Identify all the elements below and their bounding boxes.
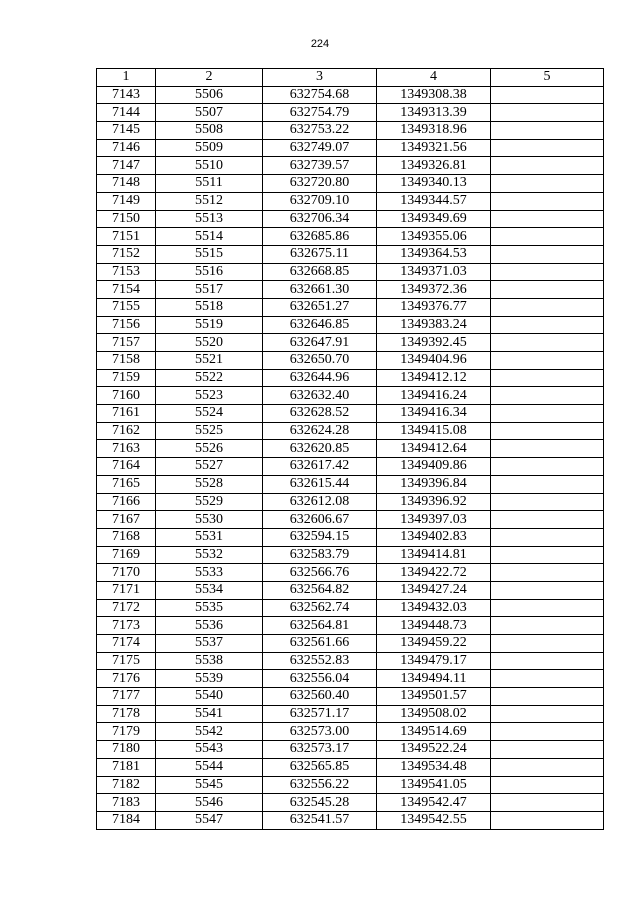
column-header: 1 <box>97 69 156 87</box>
table-cell: 7170 <box>97 564 156 582</box>
table-cell: 7164 <box>97 458 156 476</box>
table-row <box>97 599 604 617</box>
table-cell: 7160 <box>97 387 156 405</box>
table-cell <box>491 652 604 670</box>
table-cell: 5540 <box>156 688 263 706</box>
table-cell: 1349392.45 <box>377 334 491 352</box>
table-cell: 1349542.55 <box>377 811 491 829</box>
table-cell <box>491 475 604 493</box>
table-cell: 7154 <box>97 281 156 299</box>
table-cell: 7146 <box>97 139 156 157</box>
table-cell: 7182 <box>97 776 156 794</box>
table-cell: 1349402.83 <box>377 528 491 546</box>
table-cell: 632647.91 <box>263 334 377 352</box>
table-cell: 5544 <box>156 758 263 776</box>
table-cell: 632646.85 <box>263 316 377 334</box>
table-cell: 632651.27 <box>263 298 377 316</box>
table-cell: 7168 <box>97 528 156 546</box>
table-row <box>97 175 604 193</box>
table-cell <box>491 334 604 352</box>
table-cell: 7184 <box>97 811 156 829</box>
table-cell <box>491 546 604 564</box>
table-cell: 5518 <box>156 298 263 316</box>
table-cell: 1349344.57 <box>377 192 491 210</box>
table-cell: 7156 <box>97 316 156 334</box>
table-cell: 1349404.96 <box>377 352 491 370</box>
table-cell: 1349541.05 <box>377 776 491 794</box>
table-cell: 632739.57 <box>263 157 377 175</box>
table-cell: 5533 <box>156 564 263 582</box>
table-cell: 1349514.69 <box>377 723 491 741</box>
table-cell: 7157 <box>97 334 156 352</box>
table-row <box>97 86 604 104</box>
table-cell: 7158 <box>97 352 156 370</box>
table-cell: 1349412.64 <box>377 440 491 458</box>
table-cell: 1349416.24 <box>377 387 491 405</box>
table-row <box>97 352 604 370</box>
table-cell: 7159 <box>97 369 156 387</box>
table-cell: 7177 <box>97 688 156 706</box>
table-row <box>97 298 604 316</box>
table-cell: 7153 <box>97 263 156 281</box>
table-cell: 632612.08 <box>263 493 377 511</box>
table-cell: 5523 <box>156 387 263 405</box>
table-cell: 7169 <box>97 546 156 564</box>
table-row <box>97 192 604 210</box>
column-header: 5 <box>491 69 604 87</box>
table-cell: 632571.17 <box>263 705 377 723</box>
table-cell: 1349422.72 <box>377 564 491 582</box>
table-cell: 7183 <box>97 794 156 812</box>
table-cell: 1349383.24 <box>377 316 491 334</box>
table-cell: 632573.17 <box>263 741 377 759</box>
table-cell: 632675.11 <box>263 245 377 263</box>
table-row <box>97 263 604 281</box>
table-cell <box>491 245 604 263</box>
table-cell <box>491 758 604 776</box>
table-cell: 7181 <box>97 758 156 776</box>
table-cell: 5511 <box>156 175 263 193</box>
table-row <box>97 581 604 599</box>
table-cell: 1349308.38 <box>377 86 491 104</box>
table-cell <box>491 811 604 829</box>
table-row <box>97 758 604 776</box>
table-cell: 7172 <box>97 599 156 617</box>
table-cell <box>491 86 604 104</box>
table-cell <box>491 192 604 210</box>
table-cell: 632556.04 <box>263 670 377 688</box>
table-cell <box>491 281 604 299</box>
table-cell: 632644.96 <box>263 369 377 387</box>
table-cell: 7176 <box>97 670 156 688</box>
table-cell: 5535 <box>156 599 263 617</box>
table-cell: 1349479.17 <box>377 652 491 670</box>
table-cell: 5508 <box>156 122 263 140</box>
table-cell <box>491 723 604 741</box>
table-cell: 1349427.24 <box>377 581 491 599</box>
table-row <box>97 705 604 723</box>
table-cell <box>491 528 604 546</box>
table-row <box>97 794 604 812</box>
table-cell: 7179 <box>97 723 156 741</box>
column-header: 4 <box>377 69 491 87</box>
table-row <box>97 316 604 334</box>
table-cell <box>491 122 604 140</box>
table-cell: 7178 <box>97 705 156 723</box>
table-cell: 1349508.02 <box>377 705 491 723</box>
table-cell: 7173 <box>97 617 156 635</box>
table-cell: 1349501.57 <box>377 688 491 706</box>
table-cell: 1349396.92 <box>377 493 491 511</box>
table-cell: 7180 <box>97 741 156 759</box>
table-cell <box>491 104 604 122</box>
table-cell: 632552.83 <box>263 652 377 670</box>
table-cell: 5547 <box>156 811 263 829</box>
table-cell: 5516 <box>156 263 263 281</box>
table-cell: 632650.70 <box>263 352 377 370</box>
table-cell: 7175 <box>97 652 156 670</box>
table-cell <box>491 741 604 759</box>
table-cell: 5506 <box>156 86 263 104</box>
table-cell: 5538 <box>156 652 263 670</box>
table-cell: 7152 <box>97 245 156 263</box>
table-cell: 5529 <box>156 493 263 511</box>
table-cell <box>491 369 604 387</box>
table-cell <box>491 581 604 599</box>
table-cell <box>491 564 604 582</box>
table-cell: 632562.74 <box>263 599 377 617</box>
table-cell: 632594.15 <box>263 528 377 546</box>
table-cell: 7167 <box>97 511 156 529</box>
table-row <box>97 104 604 122</box>
column-header: 2 <box>156 69 263 87</box>
table-cell: 632754.79 <box>263 104 377 122</box>
table-cell <box>491 352 604 370</box>
table-row <box>97 387 604 405</box>
table-cell: 632564.82 <box>263 581 377 599</box>
table-row <box>97 564 604 582</box>
table-cell: 5512 <box>156 192 263 210</box>
table-row <box>97 228 604 246</box>
table-row <box>97 334 604 352</box>
table-row <box>97 369 604 387</box>
table-cell: 632754.68 <box>263 86 377 104</box>
table-cell: 7161 <box>97 405 156 423</box>
table-cell <box>491 387 604 405</box>
table-cell: 632706.34 <box>263 210 377 228</box>
table-cell: 5521 <box>156 352 263 370</box>
table-cell: 632617.42 <box>263 458 377 476</box>
table-cell: 7145 <box>97 122 156 140</box>
table-cell: 5546 <box>156 794 263 812</box>
table-cell: 7163 <box>97 440 156 458</box>
table-cell <box>491 599 604 617</box>
table-cell <box>491 157 604 175</box>
table-cell <box>491 617 604 635</box>
table-cell: 5536 <box>156 617 263 635</box>
table-cell: 5537 <box>156 635 263 653</box>
table-cell <box>491 263 604 281</box>
table-body <box>97 86 604 829</box>
table-row <box>97 811 604 829</box>
table-row <box>97 617 604 635</box>
table-cell: 5543 <box>156 741 263 759</box>
table-cell: 632541.57 <box>263 811 377 829</box>
table-cell: 632749.07 <box>263 139 377 157</box>
table-row <box>97 511 604 529</box>
table-cell: 632560.40 <box>263 688 377 706</box>
table-cell <box>491 794 604 812</box>
table-cell <box>491 776 604 794</box>
table-cell: 1349371.03 <box>377 263 491 281</box>
table-cell: 7174 <box>97 635 156 653</box>
table-cell: 632556.22 <box>263 776 377 794</box>
table-row <box>97 670 604 688</box>
table-cell: 632545.28 <box>263 794 377 812</box>
table-cell <box>491 298 604 316</box>
table-cell <box>491 175 604 193</box>
table-row <box>97 635 604 653</box>
table-row <box>97 139 604 157</box>
table-row <box>97 122 604 140</box>
table-cell: 1349448.73 <box>377 617 491 635</box>
table-cell: 632661.30 <box>263 281 377 299</box>
table-cell: 5519 <box>156 316 263 334</box>
table-cell: 1349355.06 <box>377 228 491 246</box>
table-cell: 632685.86 <box>263 228 377 246</box>
table-cell: 632620.85 <box>263 440 377 458</box>
table-cell: 632709.10 <box>263 192 377 210</box>
table-cell: 5528 <box>156 475 263 493</box>
table-cell: 632565.85 <box>263 758 377 776</box>
table-cell: 1349412.12 <box>377 369 491 387</box>
table-cell: 5527 <box>156 458 263 476</box>
coordinates-table <box>96 68 604 830</box>
table-cell <box>491 493 604 511</box>
table-cell <box>491 511 604 529</box>
table-row <box>97 440 604 458</box>
table-cell <box>491 422 604 440</box>
table-cell <box>491 458 604 476</box>
table-cell: 5522 <box>156 369 263 387</box>
table-cell: 5545 <box>156 776 263 794</box>
table-cell <box>491 316 604 334</box>
table-cell: 1349534.48 <box>377 758 491 776</box>
table-row <box>97 245 604 263</box>
table-cell: 5531 <box>156 528 263 546</box>
table-cell: 5520 <box>156 334 263 352</box>
table-cell: 1349494.11 <box>377 670 491 688</box>
table-row <box>97 422 604 440</box>
table-cell: 5534 <box>156 581 263 599</box>
table-cell: 632583.79 <box>263 546 377 564</box>
table-cell <box>491 635 604 653</box>
table-row <box>97 157 604 175</box>
table-cell: 7144 <box>97 104 156 122</box>
table-cell: 632628.52 <box>263 405 377 423</box>
table-cell: 1349318.96 <box>377 122 491 140</box>
table-cell: 1349415.08 <box>377 422 491 440</box>
table-row <box>97 210 604 228</box>
table-cell: 1349326.81 <box>377 157 491 175</box>
column-header: 3 <box>263 69 377 87</box>
table-cell: 1349396.84 <box>377 475 491 493</box>
table-cell: 5526 <box>156 440 263 458</box>
table-cell: 5514 <box>156 228 263 246</box>
table-cell: 1349364.53 <box>377 245 491 263</box>
table-row <box>97 475 604 493</box>
table-cell: 632606.67 <box>263 511 377 529</box>
table-row <box>97 405 604 423</box>
table-cell: 7148 <box>97 175 156 193</box>
table-cell: 632668.85 <box>263 263 377 281</box>
table-cell: 7165 <box>97 475 156 493</box>
table-cell: 5510 <box>156 157 263 175</box>
table-cell: 5509 <box>156 139 263 157</box>
table-cell: 632753.22 <box>263 122 377 140</box>
table-cell: 1349459.22 <box>377 635 491 653</box>
table-header-row <box>97 69 604 87</box>
table-row <box>97 281 604 299</box>
table-cell: 5517 <box>156 281 263 299</box>
table-cell: 632573.00 <box>263 723 377 741</box>
table-cell: 1349416.34 <box>377 405 491 423</box>
table-row <box>97 458 604 476</box>
table-row <box>97 493 604 511</box>
table-row <box>97 723 604 741</box>
table-cell: 1349313.39 <box>377 104 491 122</box>
table-cell: 5530 <box>156 511 263 529</box>
table-cell: 7147 <box>97 157 156 175</box>
table-cell: 7171 <box>97 581 156 599</box>
table-cell: 1349340.13 <box>377 175 491 193</box>
table-cell: 1349372.36 <box>377 281 491 299</box>
table-cell: 5515 <box>156 245 263 263</box>
table-cell: 632564.81 <box>263 617 377 635</box>
table-cell: 5513 <box>156 210 263 228</box>
table-cell: 5541 <box>156 705 263 723</box>
page-number: 224 <box>310 38 330 50</box>
table-cell: 632720.80 <box>263 175 377 193</box>
table-cell <box>491 440 604 458</box>
table-row <box>97 688 604 706</box>
table-row <box>97 652 604 670</box>
table-cell: 632566.76 <box>263 564 377 582</box>
table-row <box>97 741 604 759</box>
table-cell: 5524 <box>156 405 263 423</box>
table-cell: 7149 <box>97 192 156 210</box>
table-cell <box>491 688 604 706</box>
table-cell: 5525 <box>156 422 263 440</box>
table-cell: 1349414.81 <box>377 546 491 564</box>
table-cell: 632561.66 <box>263 635 377 653</box>
table-cell <box>491 705 604 723</box>
table-cell: 7151 <box>97 228 156 246</box>
table-cell: 1349432.03 <box>377 599 491 617</box>
table-cell: 1349376.77 <box>377 298 491 316</box>
table-cell: 1349542.47 <box>377 794 491 812</box>
table-cell: 632624.28 <box>263 422 377 440</box>
table-cell: 7143 <box>97 86 156 104</box>
table-cell <box>491 139 604 157</box>
table-cell: 1349409.86 <box>377 458 491 476</box>
table-row <box>97 546 604 564</box>
table-cell: 5507 <box>156 104 263 122</box>
table-row <box>97 528 604 546</box>
table-cell: 7150 <box>97 210 156 228</box>
table-cell: 5532 <box>156 546 263 564</box>
table-cell: 7155 <box>97 298 156 316</box>
table-cell <box>491 228 604 246</box>
table-cell: 5542 <box>156 723 263 741</box>
table-cell: 1349321.56 <box>377 139 491 157</box>
table-cell: 632632.40 <box>263 387 377 405</box>
table-cell: 632615.44 <box>263 475 377 493</box>
table-cell <box>491 405 604 423</box>
table-cell: 1349349.69 <box>377 210 491 228</box>
table-cell: 1349397.03 <box>377 511 491 529</box>
table-cell: 7162 <box>97 422 156 440</box>
table-cell: 7166 <box>97 493 156 511</box>
table-row <box>97 776 604 794</box>
table-cell: 1349522.24 <box>377 741 491 759</box>
table-cell <box>491 670 604 688</box>
table-cell: 5539 <box>156 670 263 688</box>
table-cell <box>491 210 604 228</box>
